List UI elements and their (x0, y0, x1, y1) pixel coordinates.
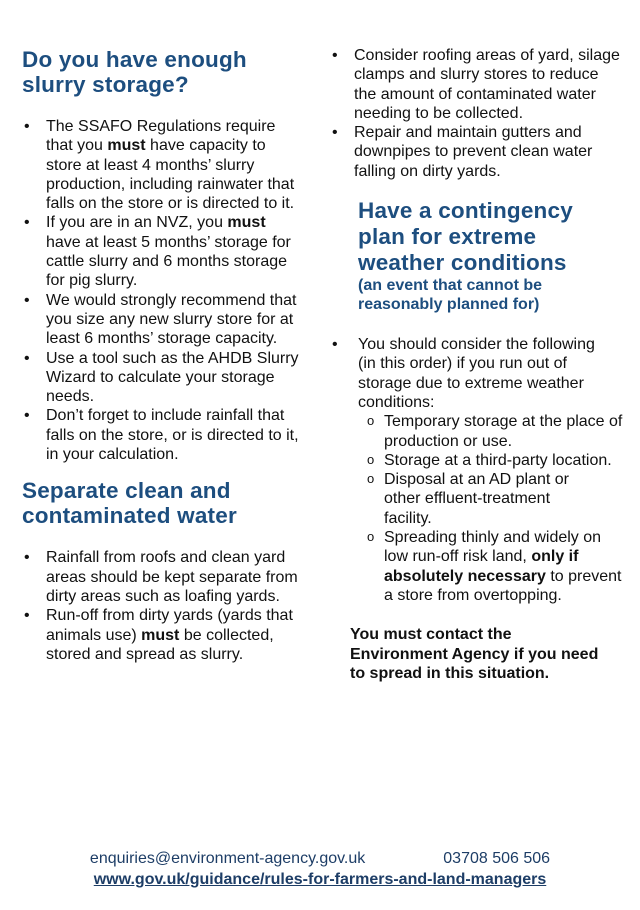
heading-slurry-storage: Do you have enough slurry storage? (22, 47, 247, 97)
footer-phone[interactable]: 03708 506 506 (443, 850, 551, 867)
list-item: o Disposal at an AD plant or other effluent-treatment facility. (358, 470, 594, 528)
list-item: • Don’t forget to include rainfall that falls on the store, or is directed to it, in your calculation. (22, 406, 302, 464)
list-item: • If you are in an NVZ, you must have at least 5 months’ storage for cattle slurry and 6 months storage for pig slurry. (22, 213, 302, 290)
contingency-heading-block (330, 198, 625, 314)
list-item: • Consider roofing areas of yard, silage clamps and slurry stores to reduce the amount of contaminated water needing to be collected. (330, 46, 625, 123)
heading-contingency-plan: Have a contingency plan for extreme weather conditions (358, 198, 573, 276)
slurry-storage-list (22, 117, 302, 464)
list-item: • Run-off from dirty yards (yards that animals use) must be collected, stored and spread as slurry. (22, 606, 302, 664)
list-item: • You should consider the following (in this order) if you run out of storage due to extreme weather conditions: o Temporary storage at the place of production or use. o Storage at a third-party location. o Disposal at an AD plant or other effluent-treatment facility. o Spreading thinly and widely on low run-off risk land, only if absolutely necessary to prevent a store from overtopping. (330, 335, 625, 605)
footer-contact (0, 850, 640, 868)
list-item: • Rainfall from roofs and clean yard areas should be kept separate from dirty areas such as loafing yards. (22, 548, 302, 606)
water-list-continued (330, 46, 625, 181)
contingency-options (358, 412, 625, 605)
list-item: • We would strongly recommend that you size any new slurry store for at least 6 months’ storage capacity. (22, 291, 302, 349)
contact-note: You must contact the Environment Agency if you need to spread in this situation. (350, 626, 599, 682)
list-item: • Repair and maintain gutters and downpipes to prevent clean water falling on dirty yards. (330, 123, 604, 181)
list-item: o Spreading thinly and widely on low run-off risk land, only if absolutely necessary to prevent a store from overtopping. (358, 528, 625, 605)
list-item: • Use a tool such as the AHDB Slurry Wizard to calculate your storage needs. (22, 349, 302, 407)
list-item: o Temporary storage at the place of production or use. (358, 412, 625, 451)
footer-email[interactable]: enquiries@environment-agency.gov.uk (89, 850, 366, 867)
contingency-list (330, 335, 625, 605)
list-item: o Storage at a third-party location. (358, 451, 625, 470)
separate-water-list (22, 548, 302, 664)
left-column (22, 0, 302, 664)
contingency-subheading: (an event that cannot be reasonably planned for) (358, 277, 543, 314)
footer-link[interactable]: www.gov.uk/guidance/rules-for-farmers-and-land-managers (93, 871, 547, 888)
right-column (330, 0, 625, 683)
list-item: • The SSAFO Regulations require that you must have capacity to store at least 4 months’ slurry production, including rainwater that falls on the store or is directed to it. (22, 117, 302, 213)
heading-separate-water: Separate clean and contaminated water (22, 478, 237, 529)
